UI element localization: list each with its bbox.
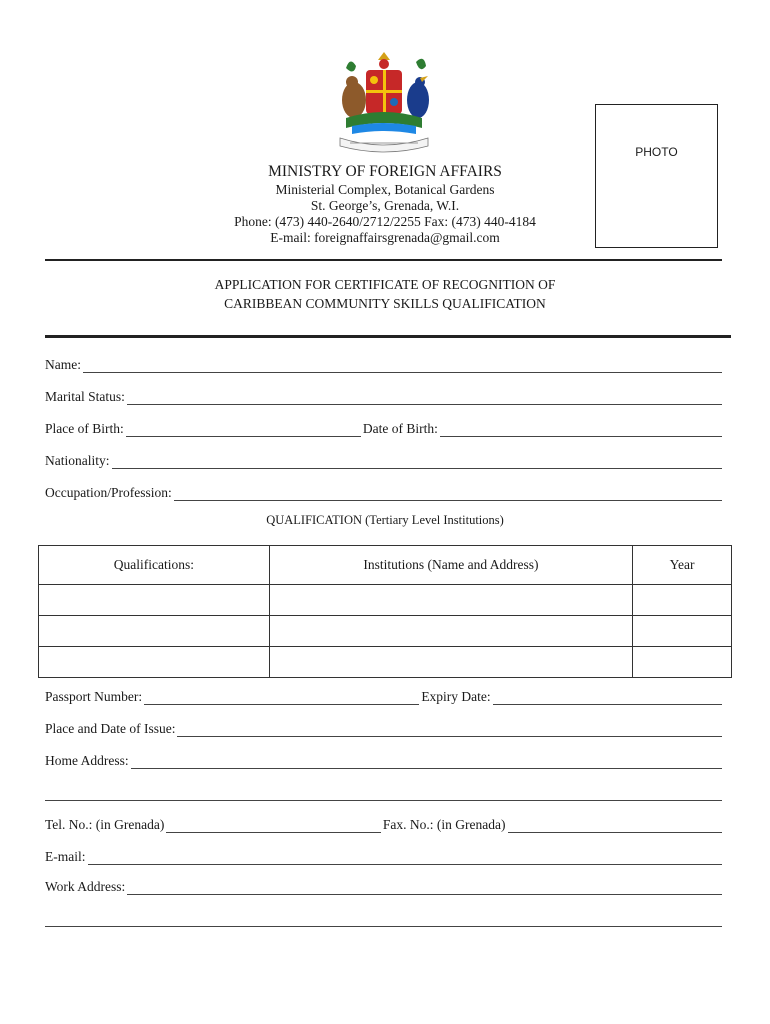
email-line: E-mail: foreignaffairsgrenada@gmail.com (270, 230, 500, 245)
work-address-input-line-2[interactable] (45, 913, 722, 927)
occupation-input-line[interactable] (174, 487, 722, 501)
form-title-line-1: APPLICATION FOR CERTIFICATE OF RECOGNITION OF (214, 277, 556, 292)
place-date-issue-field[interactable] (45, 719, 722, 737)
qualification-table (38, 545, 732, 678)
phone-fax-line: Phone: (473) 440-2640/2712/2255 Fax: (473) 440-4184 (234, 214, 536, 229)
work-address-label: Work Address: (45, 879, 126, 894)
title-divider (45, 335, 731, 338)
fax-input-line[interactable] (508, 819, 723, 833)
date-of-birth-label: Date of Birth: (362, 421, 438, 436)
nationality-field[interactable] (45, 451, 722, 469)
passport-number-input-line[interactable] (144, 691, 419, 705)
institution-cell[interactable] (269, 585, 632, 616)
birth-row (45, 419, 722, 437)
tel-fax-row (45, 815, 722, 833)
fax-label: Fax. No.: (in Grenada) (382, 817, 506, 832)
name-input-line[interactable] (83, 359, 722, 373)
address-line-2: St. George’s, Grenada, W.I. (310, 198, 460, 213)
passport-number-label: Passport Number: (45, 689, 143, 704)
place-of-birth-label: Place of Birth: (45, 421, 124, 436)
year-cell[interactable] (633, 616, 732, 647)
column-header-institutions: Institutions (Name and Address) (269, 546, 632, 585)
home-address-field[interactable] (45, 751, 722, 769)
year-cell[interactable] (633, 585, 732, 616)
home-address-continuation[interactable] (45, 783, 722, 801)
table-header-row (39, 546, 732, 585)
email-field[interactable] (45, 847, 722, 865)
nationality-label: Nationality: (45, 453, 110, 468)
institution-cell[interactable] (269, 647, 632, 678)
nationality-input-line[interactable] (112, 455, 723, 469)
email-input-line[interactable] (88, 851, 723, 865)
qualification-cell[interactable] (39, 616, 270, 647)
passport-row (45, 687, 722, 705)
date-of-birth-input-line[interactable] (440, 423, 722, 437)
tel-label: Tel. No.: (in Grenada) (45, 817, 165, 832)
name-label: Name: (45, 357, 81, 372)
form-title-line-2: CARIBBEAN COMMUNITY SKILLS QUALIFICATION (224, 296, 546, 311)
photo-box[interactable] (595, 104, 718, 248)
expiry-date-input-line[interactable] (493, 691, 722, 705)
table-row (39, 616, 732, 647)
tel-input-line[interactable] (166, 819, 381, 833)
column-header-year: Year (633, 546, 732, 585)
table-row (39, 585, 732, 616)
qualification-heading: QUALIFICATION (Tertiary Level Institutions) (266, 513, 504, 527)
year-cell[interactable] (633, 647, 732, 678)
place-of-birth-input-line[interactable] (126, 423, 361, 437)
marital-status-input-line[interactable] (127, 391, 722, 405)
home-address-input-line-2[interactable] (45, 787, 722, 801)
expiry-date-label: Expiry Date: (421, 689, 491, 704)
column-header-qualifications: Qualifications: (39, 546, 270, 585)
occupation-field[interactable] (45, 483, 722, 501)
ministry-title: MINISTRY OF FOREIGN AFFAIRS (268, 163, 502, 180)
home-address-input-line[interactable] (131, 755, 722, 769)
header-divider (45, 259, 722, 261)
qualification-cell[interactable] (39, 585, 270, 616)
marital-status-label: Marital Status: (45, 389, 125, 404)
name-field[interactable] (45, 355, 722, 373)
address-line-1: Ministerial Complex, Botanical Gardens (275, 182, 495, 197)
work-address-continuation[interactable] (45, 909, 722, 927)
table-row (39, 647, 732, 678)
institution-cell[interactable] (269, 616, 632, 647)
work-address-field[interactable] (45, 877, 722, 895)
place-date-issue-input-line[interactable] (177, 723, 722, 737)
home-address-label: Home Address: (45, 753, 129, 768)
place-date-issue-label: Place and Date of Issue: (45, 721, 176, 736)
qualification-cell[interactable] (39, 647, 270, 678)
photo-label: PHOTO (635, 145, 678, 159)
email-label: E-mail: (45, 849, 86, 864)
occupation-label: Occupation/Profession: (45, 485, 172, 500)
coat-of-arms-logo (326, 48, 442, 154)
marital-status-field[interactable] (45, 387, 722, 405)
work-address-input-line[interactable] (127, 881, 722, 895)
